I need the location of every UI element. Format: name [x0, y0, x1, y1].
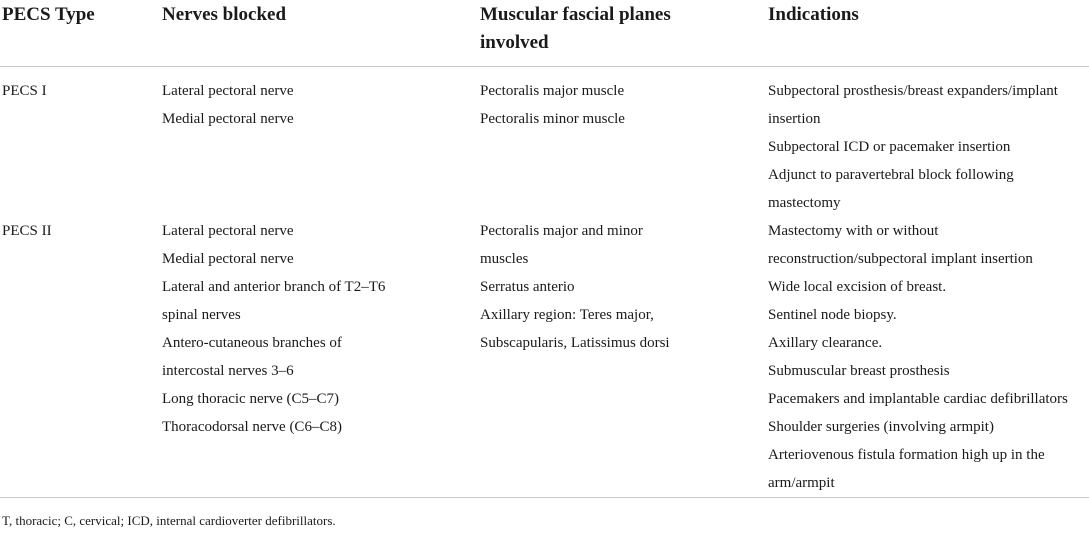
table-row [0, 217, 1089, 498]
cell-nerves-blocked: Lateral pectoral nerve Medial pectoral nerve Lateral and anterior branch of T2–T6 spinal nerves Antero-cutaneous branches of intercostal nerves 3–6 Long thoracic nerve (C5–C7) Thoracodorsal nerve (C6–C8) [162, 223, 386, 435]
table-footnote: T, thoracic; C, cervical; ICD, internal cardioverter defibrillators. [2, 513, 336, 528]
cell-fascial-planes: Pectoralis major muscle Pectoralis minor muscle [480, 83, 625, 127]
header-pecs-type: PECS Type [2, 4, 95, 25]
header-muscular-fascial-planes: Muscular fascial planes involved [480, 4, 671, 53]
header-indications: Indications [768, 4, 859, 25]
cell-indications: Subpectoral prosthesis/breast expanders/implant insertion Subpectoral ICD or pacemaker insertion Adjunct to paravertebral block following mastectomy [768, 83, 1058, 211]
table-row [0, 77, 1089, 217]
cell-pecs-type: PECS I [2, 83, 47, 99]
cell-pecs-type: PECS II [2, 223, 52, 239]
header-nerves-blocked: Nerves blocked [162, 4, 287, 25]
cell-fascial-planes: Pectoralis major and minor muscles Serratus anterio Axillary region: Teres major, Subscapularis, Latissimus dorsi [480, 223, 670, 351]
cell-indications: Mastectomy with or without reconstruction/subpectoral implant insertion Wide local excision of breast. Sentinel node biopsy. Axillary clearance. Submuscular breast prosthesis Pacemakers and implantable cardiac defibrillators Shoulder surgeries (involving armpit) Arteriovenous fistula formation high up in the arm/armpit [768, 223, 1068, 491]
cell-nerves-blocked: Lateral pectoral nerve Medial pectoral nerve [162, 83, 294, 127]
table-header-row [0, 0, 1089, 67]
